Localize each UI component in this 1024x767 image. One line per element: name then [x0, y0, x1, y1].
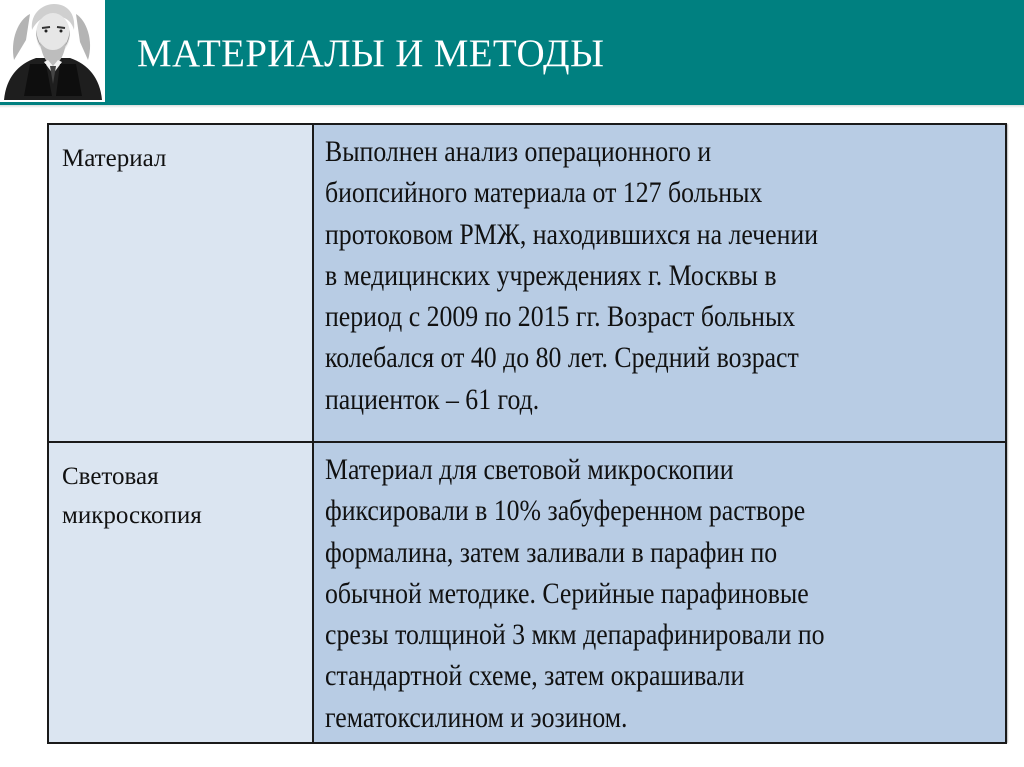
text-line: обычной методике. Серийные парафиновые [325, 576, 809, 610]
label-cell [48, 442, 313, 743]
text-line: протоковом РМЖ, находившихся на лечении [325, 217, 819, 251]
page-title: МАТЕРИАЛЫ И МЕТОДЫ [137, 32, 605, 75]
table [47, 123, 1007, 744]
portrait-image [0, 0, 105, 102]
materials-methods-table [47, 123, 1007, 742]
description-text [314, 443, 1005, 738]
label-cell [48, 124, 313, 442]
description-cell [313, 442, 1006, 743]
row-label-line: Световая [62, 463, 159, 490]
text-line: в медицинских учреждениях г. Москвы в [325, 258, 777, 292]
header-divider [0, 105, 1024, 108]
text-line: формалина, затем заливали в парафин по [325, 535, 778, 569]
table-row-material [48, 124, 1006, 442]
text-line: Материал для световой микроскопии [325, 453, 734, 486]
row-label [49, 443, 312, 536]
text-line: Выполнен анализ операционного и [325, 135, 712, 168]
text-line: фиксировали в 10% забуференном растворе [325, 494, 806, 528]
row-label-line: микроскопия [62, 502, 202, 529]
text-line: гематоксилином и эозином. [325, 700, 628, 734]
text-line: срезы толщиной 3 мкм депарафинировали по [325, 618, 825, 652]
text-line: стандартной схеме, затем окрашивали [325, 659, 745, 693]
table-row-light-microscopy [48, 442, 1006, 743]
portrait-icon [0, 0, 105, 102]
description-text [314, 125, 1005, 420]
row-label: Материал [62, 145, 167, 172]
text-line: биопсийного материала от 127 больных [325, 176, 763, 210]
text-line: пациенток – 61 год. [325, 382, 540, 416]
text-line: колебался от 40 до 80 лет. Средний возраст [325, 341, 799, 375]
description-cell [313, 124, 1006, 442]
text-line: период с 2009 по 2015 гг. Возраст больных [325, 300, 796, 334]
